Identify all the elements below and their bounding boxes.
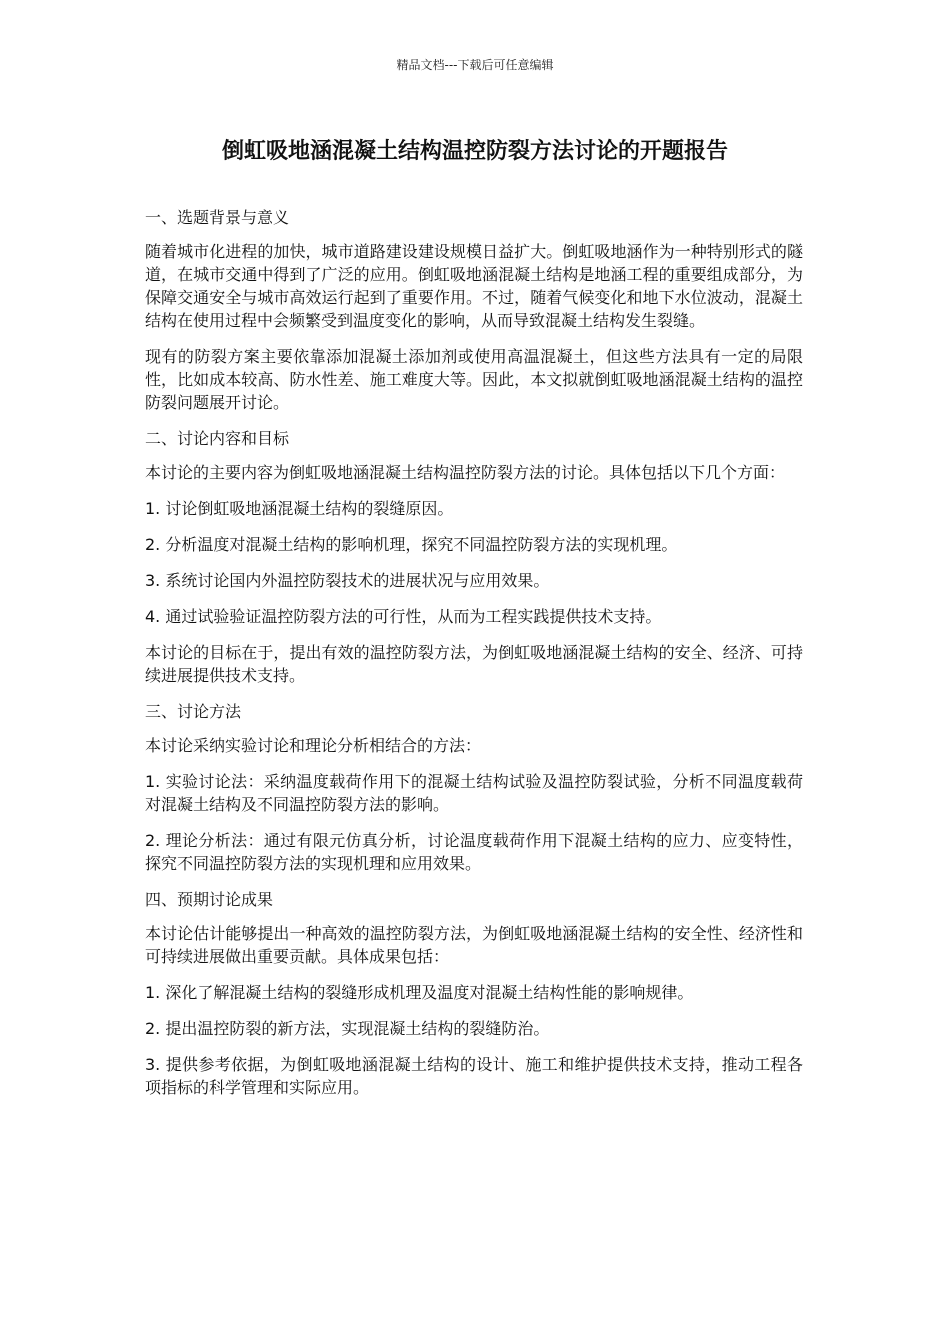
content-list-item: 3. 系统讨论国内外温控防裂技术的进展状况与应用效果。	[145, 571, 550, 590]
section-heading-outcomes: 四、预期讨论成果	[145, 890, 274, 909]
document-title: 倒虹吸地涵混凝土结构温控防裂方法讨论的开题报告	[221, 139, 728, 164]
content-list-item: 2. 分析温度对混凝土结构的影响机理，探究不同温控防裂方法的实现机理。	[145, 535, 678, 554]
document-body	[145, 206, 803, 1112]
background-paragraph-1: 随着城市化进程的加快，城市道路建设建设规模日益扩大。倒虹吸地涵作为一种特别形式的隧道，在城市交通中得到了广泛的应用。倒虹吸地涵混凝土结构是地涵工程的重要组成部分，为保障交通安全与城市高效运行起到了重要作用。不过，随着气候变化和地下水位波动，混凝土结构在使用过程中会频繁受到温度变化的影响，从而导致混凝土结构发生裂缝。	[145, 242, 803, 330]
outcomes-intro-paragraph: 本讨论估计能够提出一种高效的温控防裂方法，为倒虹吸地涵混凝土结构的安全性、经济性和可持续进展做出重要贡献。具体成果包括：	[145, 924, 803, 966]
section-heading-methods: 三、讨论方法	[145, 702, 242, 721]
background-paragraph-2: 现有的防裂方案主要依靠添加混凝土添加剂或使用高温混凝土，但这些方法具有一定的局限性，比如成本较高、防水性差、施工难度大等。因此，本文拟就倒虹吸地涵混凝土结构的温控防裂问题展开讨论。	[145, 347, 803, 412]
methods-intro-paragraph: 本讨论采纳实验讨论和理论分析相结合的方法：	[145, 736, 482, 755]
content-intro-paragraph: 本讨论的主要内容为倒虹吸地涵混凝土结构温控防裂方法的讨论。具体包括以下几个方面：	[145, 463, 786, 482]
section-heading-content-goals: 二、讨论内容和目标	[145, 429, 290, 448]
header-note: 精品文档---下载后可任意编辑	[396, 58, 554, 72]
content-list-item: 4. 通过试验验证温控防裂方法的可行性，从而为工程实践提供技术支持。	[145, 607, 662, 626]
outcomes-list-item: 2. 提出温控防裂的新方法，实现混凝土结构的裂缝防治。	[145, 1019, 550, 1038]
outcomes-list-item: 1. 深化了解混凝土结构的裂缝形成机理及温度对混凝土结构性能的影响规律。	[145, 983, 694, 1002]
methods-list-item: 2. 理论分析法：通过有限元仿真分析，讨论温度载荷作用下混凝土结构的应力、应变特性，探究不同温控防裂方法的实现机理和应用效果。	[145, 831, 803, 873]
outcomes-list-item: 3. 提供参考依据，为倒虹吸地涵混凝土结构的设计、施工和维护提供技术支持，推动工程各项指标的科学管理和实际应用。	[145, 1055, 803, 1097]
section-heading-background: 一、选题背景与意义	[145, 208, 290, 227]
goal-paragraph: 本讨论的目标在于，提出有效的温控防裂方法，为倒虹吸地涵混凝土结构的安全、经济、可持续进展提供技术支持。	[145, 643, 803, 685]
methods-list-item: 1. 实验讨论法：采纳温度载荷作用下的混凝土结构试验及温控防裂试验，分析不同温度载荷对混凝土结构及不同温控防裂方法的影响。	[145, 772, 803, 814]
content-list-item: 1. 讨论倒虹吸地涵混凝土结构的裂缝原因。	[145, 499, 454, 518]
